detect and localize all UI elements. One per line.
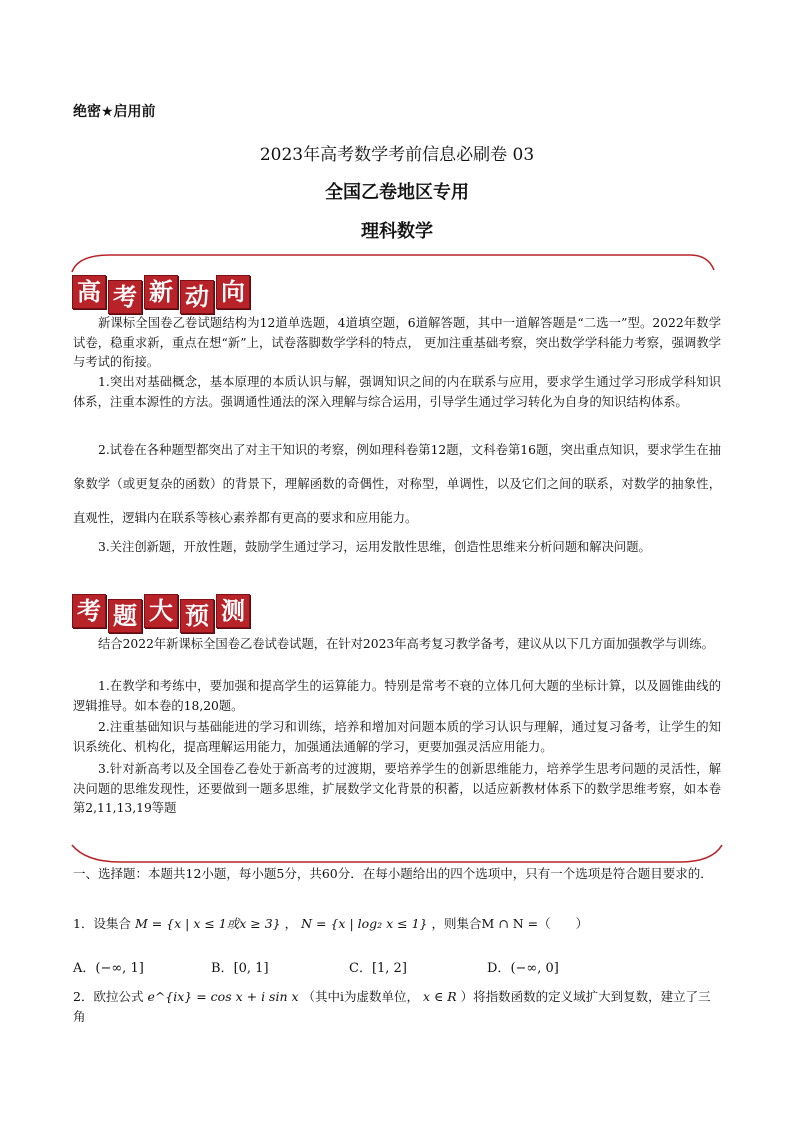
question-1: [73, 914, 723, 934]
question-2-text-b: （其中i为虚数单位，: [302, 989, 420, 1004]
question-2: [73, 987, 723, 1026]
option-value: [1, 2]: [371, 961, 407, 976]
section2-point1: 1.在教学和考练中，要加强和提高学生的运算能力。特别是常考不衰的立体几何大题的坐标计算，以及圆锥曲线的逻辑推导。如本卷的18,20题。: [73, 679, 721, 713]
section2-intro: 结合2022年新课标全国卷乙卷试卷试题，在针对2023年高考复习教学备考，建议从以下几方面加强教学与训练。: [98, 637, 714, 651]
secret-label: 绝密★启用前: [73, 104, 156, 120]
banner-char: 向: [216, 275, 250, 309]
question-1-option-a: [73, 957, 144, 976]
section2-point3: 3.针对新高考以及全国卷乙卷处于新高考的过渡期，要培养学生的创新思维能力，培养学生思考问题的灵活性，解决问题的思维发现性，还要做到一题多思维，扩展数学文化背景的积蓄，以适应新教材体系下的数学思维考察，如本卷第2,11,13,19等题: [73, 762, 721, 815]
question-1-option-c: [349, 957, 407, 976]
banner-char: 动: [180, 280, 214, 314]
option-value: (−∞, 0]: [510, 961, 559, 976]
option-value: (−∞, 1]: [95, 961, 144, 976]
question-1-number: 1．设集合: [73, 916, 131, 931]
section1-intro: 新课标全国卷乙卷试题结构为12道单选题，4道填空题，6道解答题，其中一道解答题是“二选一”型。2022年数学试卷，稳重求新，重点在想“新”上，试卷落脚数学学科的特点， 更加注重基础考察，突出数学学科能力考察，强调教学与考试的衔接。: [73, 316, 721, 369]
question-2-condition: x ∈ R: [423, 989, 457, 1004]
banner-char: 大: [144, 594, 178, 628]
exam-subject: 理科数学: [361, 221, 433, 242]
banner-char: 考: [108, 280, 142, 314]
banner-char: 新: [144, 275, 178, 309]
question-1-stem-tail: ，则集合M ∩ N =（ ）: [431, 916, 589, 931]
choice-section-heading: 一、选择题：本题共12小题，每小题5分，共60分．在每小题给出的四个选项中，只有一个选项是符合题目要求的．: [73, 866, 713, 881]
banner-char: 测: [216, 594, 250, 628]
question-1-set-m: M = {x | x ≤ 1或x ≥ 3}: [134, 916, 281, 931]
question-1-option-b: [211, 957, 269, 976]
exam-title: 2023年高考数学考前信息必刷卷 03: [259, 145, 535, 165]
option-label: C．: [349, 961, 372, 976]
banner-char: 高: [72, 275, 106, 309]
option-value: [0, 1]: [233, 961, 269, 976]
section1-point2: 2.试卷在各种题型都突出了对主干知识的考察，例如理科卷第12题，文科卷第16题，突出重点知识，要求学生在抽象数学（或更复杂的函数）的背景下，理解函数的奇偶性，对称型，单调性，以及它们之间的联系，对数学的抽象性，直观性，逻辑内在联系等核心素养都有更高的要求和应用能力。: [73, 443, 721, 525]
section2-point2: 2.注重基础知识与基础能进的学习和训练，培养和增加对问题本质的学习认识与理解，通过复习备考，让学生的知识系统化、机构化，提高理解运用能力，加强通法通解的学习，更要加强灵活应用能力。: [73, 720, 721, 754]
banner-char: 考: [72, 594, 106, 628]
option-label: D．: [487, 961, 511, 976]
option-label: B．: [211, 961, 234, 976]
question-2-text-a: 2．欧拉公式: [73, 989, 144, 1004]
question-1-separator: ，: [284, 916, 298, 931]
question-1-set-n: N = {x | log₂ x ≤ 1}: [301, 916, 428, 931]
section1-point1: 1.突出对基础概念，基本原理的本质认识与解，强调知识之间的内在联系与应用，要求学生通过学习形成学科知识体系，注重本源性的方法。强调通性通法的深入理解与综合运用，引导学生通过学习转化为自身的知识结构体系。: [73, 375, 721, 409]
banner-char: 题: [108, 599, 142, 633]
question-2-formula: e^{ix} = cos x + i sin x: [147, 989, 299, 1004]
question-1-option-d: [487, 957, 559, 976]
banner-char: 预: [180, 599, 214, 633]
section1-point3: 3.关注创新题，开放性题，鼓励学生通过学习，运用发散性思维，创造性思维来分析问题和解决问题。: [98, 540, 651, 554]
option-label: A．: [73, 961, 96, 976]
exam-region: 全国乙卷地区专用: [325, 182, 469, 203]
banner-exam-prediction: [72, 594, 252, 630]
question-2-text-c: ）将指数函数的定义域扩大到复数，建立了三角: [73, 989, 711, 1024]
banner-gaokao-new-trends: [72, 275, 252, 311]
